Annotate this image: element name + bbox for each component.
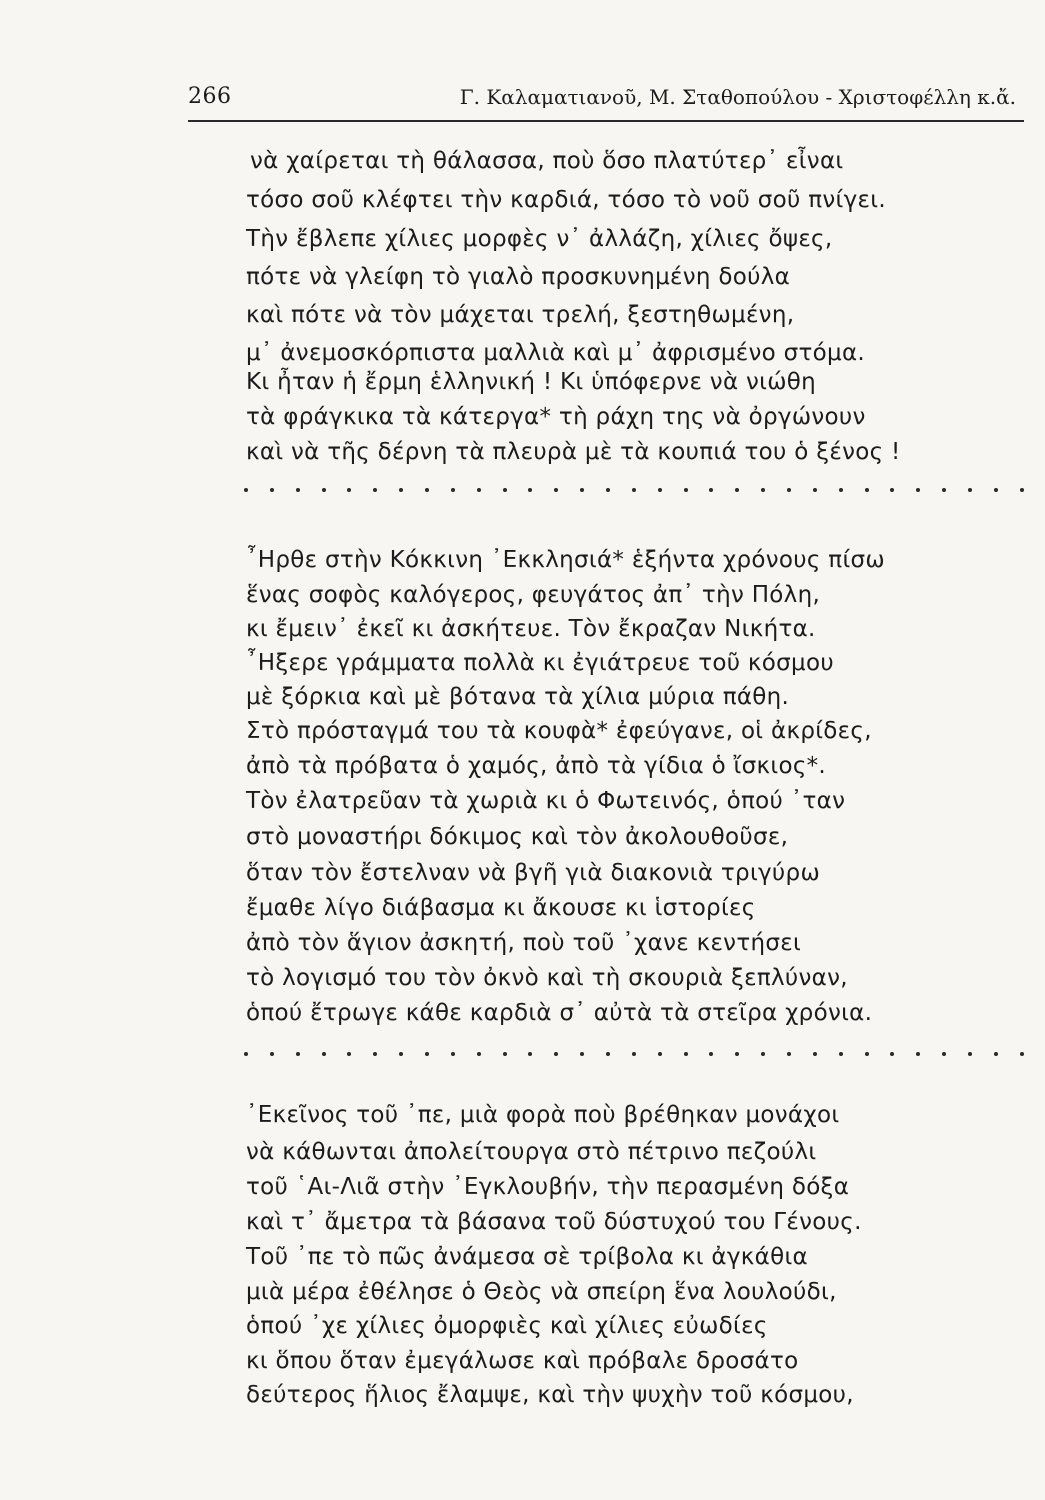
verse-line: ἀπὸ τὰ πρόβατα ὁ χαμός, ἀπὸ τὰ γίδια ὁ ἴσκιος*. bbox=[246, 753, 827, 779]
verse-line: καὶ πότε νὰ τὸν μάχεται τρελή, ξεστηθωμένη, bbox=[246, 302, 795, 328]
verse-line: ὁπού ἔτρωγε κάθε καρδιὰ σ᾽ αὐτὰ τὰ στεῖρα χρόνια. bbox=[246, 1000, 873, 1026]
verse-line: ὅταν τὸν ἔστελναν νὰ βγῆ γιὰ διακονιὰ τριγύρω bbox=[246, 860, 821, 886]
verse-line: ἕνας σοφὸς καλόγερος, φευγάτος ἀπ᾽ τὴν Πόλη, bbox=[246, 582, 821, 608]
verse-line: ῏Ηξερε γράμματα πολλὰ κι ἐγιάτρευε τοῦ κόσμου bbox=[246, 650, 834, 676]
verse-line: πότε νὰ γλείφη τὸ γιαλὸ προσκυνημένη δούλα bbox=[246, 264, 791, 290]
verse-line: Στὸ πρόσταγμά του τὰ κουφὰ* ἐφεύγανε, οἱ ἀκρίδες, bbox=[246, 718, 872, 744]
verse-line: κι ὅπου ὅταν ἐμεγάλωσε καὶ πρόβαλε δροσάτο bbox=[246, 1348, 799, 1374]
verse-line: νὰ χαίρεται τὴ θάλασσα, ποὺ ὅσο πλατύτερ᾽ εἶναι bbox=[250, 148, 844, 174]
verse-line: τόσο σοῦ κλέφτει τὴν καρδιά, τόσο τὸ νοῦ σοῦ πνίγει. bbox=[246, 187, 886, 213]
verse-line: ῏Ηρθε στὴν Κόκκινη ᾽Εκκλησιά* ἑξήντα χρόνους πίσω bbox=[246, 547, 885, 573]
verse-line: στὸ μοναστήρι δόκιμος καὶ τὸν ἀκολουθοῦσε, bbox=[246, 824, 789, 850]
verse-line: τοῦ ῾Αι-Λιᾶ στὴν ᾽Εγκλουβήν, τὴν περασμένη δόξα bbox=[246, 1174, 850, 1200]
verse-line: ἔμαθε λίγο διάβασμα κι ἄκουσε κι ἱστορίες bbox=[246, 895, 756, 921]
verse-line: καὶ νὰ τῆς δέρνη τὰ πλευρὰ μὲ τὰ κουπιά του ὁ ξένος ! bbox=[246, 439, 901, 465]
verse-line: Τὴν ἔβλεπε χίλιες μορφὲς ν᾽ ἀλλάζη, χίλιες ὄψες, bbox=[246, 226, 833, 252]
verse-line: νὰ κάθωνται ἀπολείτουργα στὸ πέτρινο πεζούλι bbox=[246, 1139, 817, 1165]
verse-line: καὶ τ᾽ ἄμετρα τὰ βάσανα τοῦ δύστυχού του Γένους. bbox=[246, 1209, 862, 1235]
running-head: Γ. Καλαματιανοῦ, Μ. Σταθοπούλου - Χριστοφέλλη κ.ἄ. bbox=[459, 85, 1016, 109]
verse-line: Κι ἦταν ἡ ἔρμη ἑλληνική ! Κι ὑπόφερνε νὰ νιώθη bbox=[246, 369, 817, 395]
ellipsis-separator bbox=[244, 480, 1024, 500]
verse-line: Τοῦ ᾽πε τὸ πῶς ἀνάμεσα σὲ τρίβολα κι ἀγκάθια bbox=[246, 1244, 808, 1270]
verse-line: Τὸν ἐλατρεῦαν τὰ χωριὰ κι ὁ Φωτεινός, ὁπού ᾽ταν bbox=[246, 788, 846, 814]
ellipsis-separator bbox=[244, 1044, 1024, 1064]
verse-line: ᾽Εκεῖνος τοῦ ᾽πε, μιὰ φορὰ ποὺ βρέθηκαν μονάχοι bbox=[246, 1102, 840, 1128]
verse-line: μ᾽ ἀνεμοσκόρπιστα μαλλιὰ καὶ μ᾽ ἀφρισμένο στόμα. bbox=[246, 340, 866, 366]
verse-line: μὲ ξόρκια καὶ μὲ βότανα τὰ χίλια μύρια πάθη. bbox=[246, 684, 790, 710]
verse-line: μιὰ μέρα ἐθέλησε ὁ Θεὸς νὰ σπείρη ἕνα λουλούδι, bbox=[246, 1279, 837, 1305]
page-number: 266 bbox=[188, 84, 232, 109]
verse-line: δεύτερος ἥλιος ἔλαμψε, καὶ τὴν ψυχὴν τοῦ κόσμου, bbox=[246, 1382, 854, 1408]
verse-line: ὁπού ᾽χε χίλιες ὀμορφιὲς καὶ χίλιες εὐωδίες bbox=[246, 1313, 768, 1339]
verse-line: ἀπὸ τὸν ἅγιον ἀσκητή, ποὺ τοῦ ᾽χανε κεντήσει bbox=[246, 930, 802, 956]
verse-line: τὸ λογισμό του τὸν ὀκνὸ καὶ τὴ σκουριὰ ξεπλύναν, bbox=[246, 965, 848, 991]
header-rule bbox=[188, 120, 1024, 122]
verse-line: κι ἔμειν᾽ ἐκεῖ κι ἀσκήτευε. Τὸν ἔκραζαν Νικήτα. bbox=[246, 616, 816, 642]
page-header bbox=[188, 76, 1018, 116]
verse-line: τὰ φράγκικα τὰ κάτεργα* τὴ ράχη της νὰ ὀργώνουν bbox=[246, 404, 866, 430]
